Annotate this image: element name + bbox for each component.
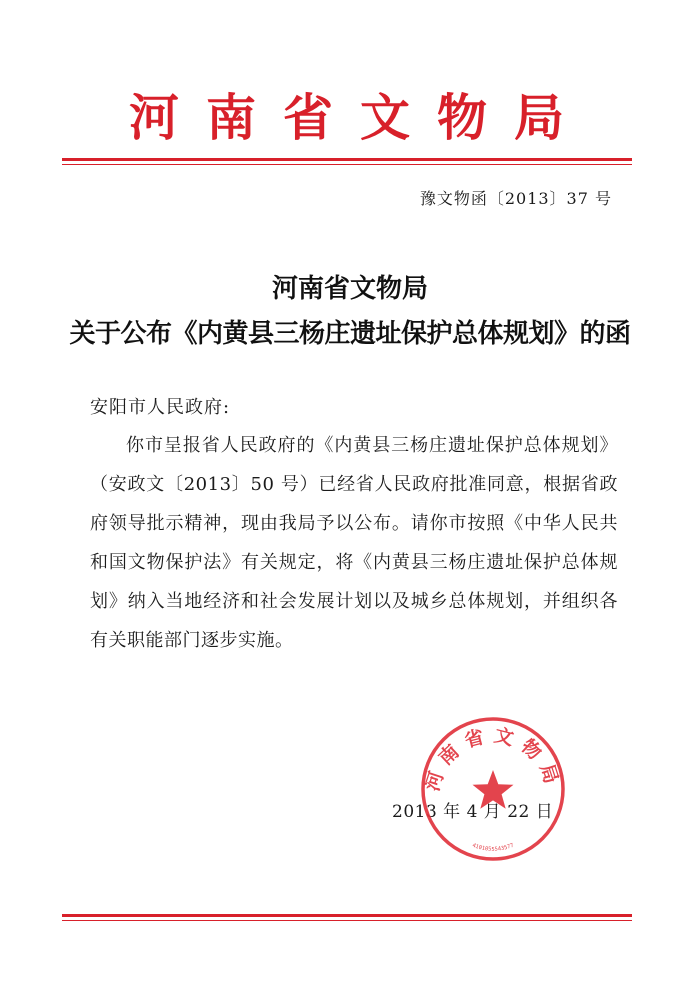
body-paragraph: 你市呈报省人民政府的《内黄县三杨庄遗址保护总体规划》（安政文〔2013〕50 号）已经省人民政府批准同意，根据省政府领导批示精神，现由我局予以公布。请你市按照《中华人民共和国文物保护法》有关规定，将《内黄县三杨庄遗址保护总体规划》纳入当地经济和社会发展计划以及城乡总体规划，并组织各有关职能部门逐步实施。: [90, 435, 618, 651]
letterhead-rule-thin: [62, 164, 632, 165]
issue-date: 2013 年 4 月 22 日: [392, 802, 554, 822]
seal-code: 4101055543577: [471, 842, 515, 853]
red-star-icon: [473, 770, 514, 809]
document-number: 豫文物函〔2013〕37 号: [419, 189, 612, 208]
seal-text: 河南省文物局: [421, 724, 565, 794]
document-title-line1: 河南省文物局: [271, 274, 428, 304]
letterhead-rule-thick: [62, 158, 632, 161]
footer-rule-thin: [62, 920, 632, 921]
letterhead-title: 河南省文物局: [129, 89, 591, 147]
official-seal: [418, 714, 568, 864]
footer-rule-thick: [62, 914, 632, 917]
recipient: 安阳市人民政府:: [90, 397, 231, 418]
document-title-line2: 关于公布《内黄县三杨庄遗址保护总体规划》的函: [69, 319, 631, 349]
